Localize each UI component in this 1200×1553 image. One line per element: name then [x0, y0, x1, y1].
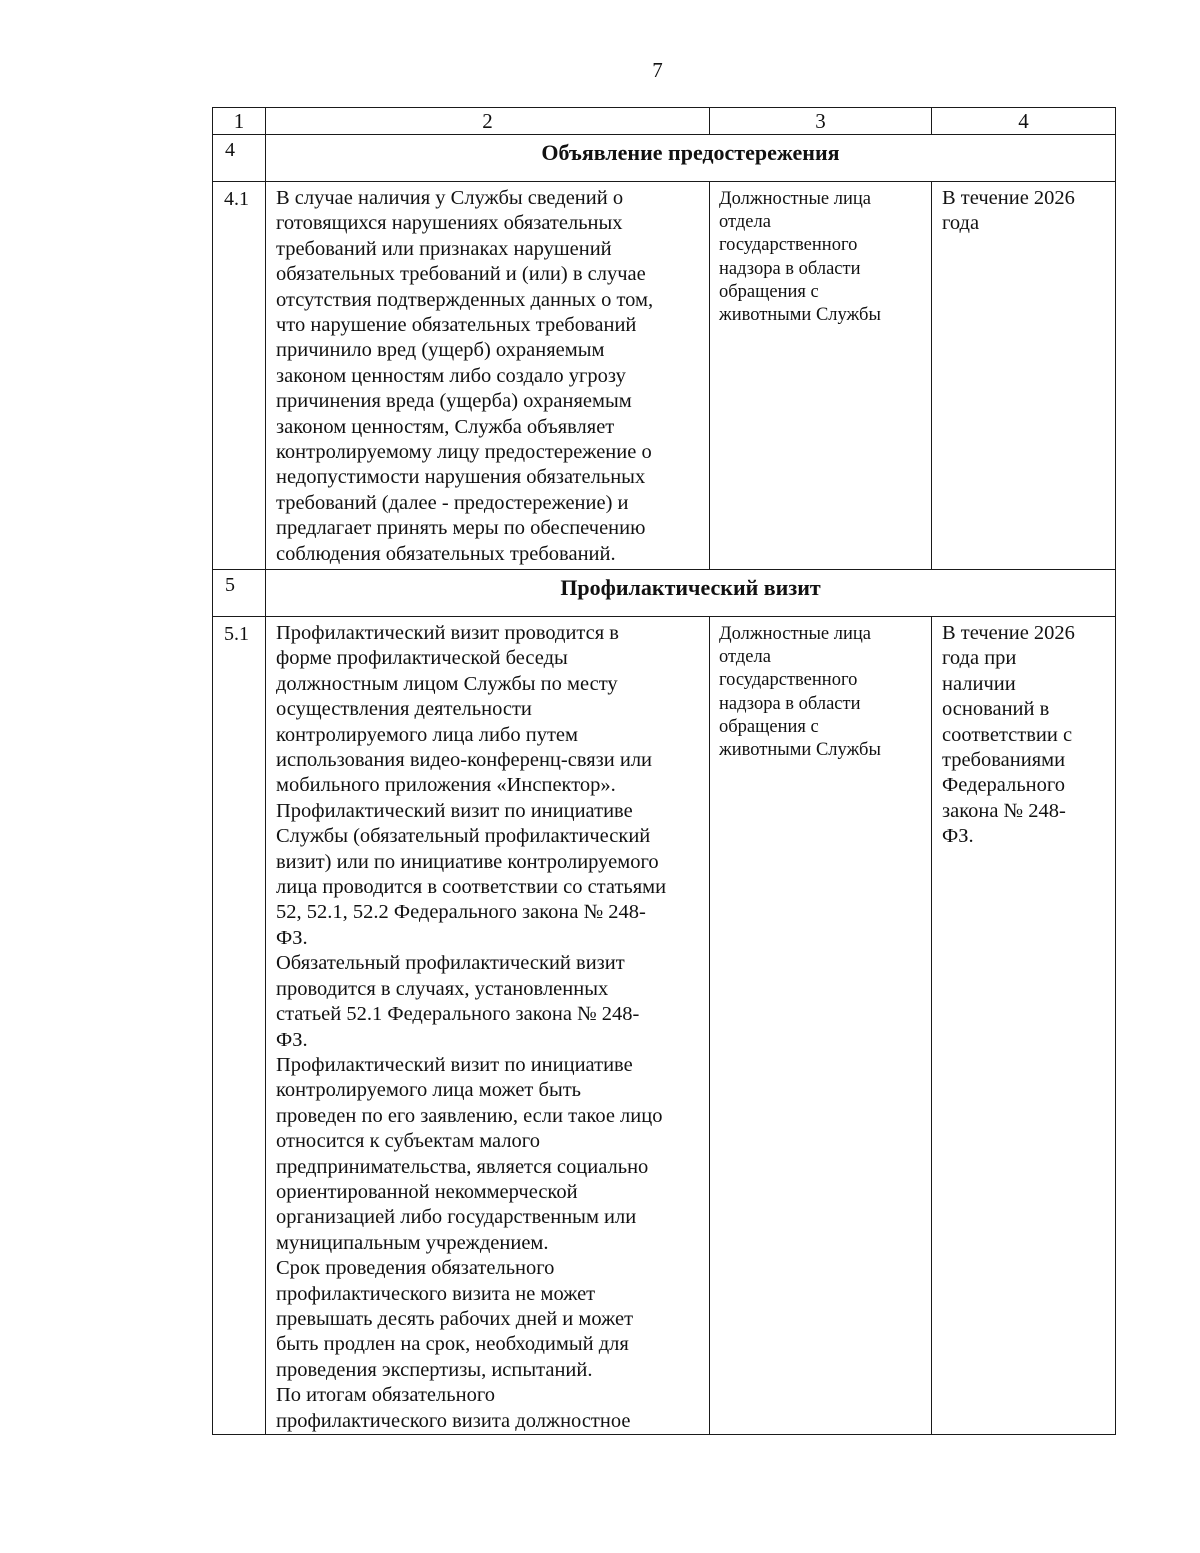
term-line: оснований в [942, 698, 1050, 721]
description-line: требований (далее - предостережение) и [276, 491, 629, 514]
description-line: относится к субъектам малого [276, 1130, 540, 1153]
term-line: наличии [942, 672, 1016, 695]
description-line: контролируемого лица либо путем [276, 723, 578, 746]
description-line: проведен по его заявлению, если такое лицо [276, 1104, 663, 1127]
section-row-4 [213, 135, 1116, 182]
responsible-line: обращения с [719, 716, 819, 737]
term-line: Федерального [942, 774, 1066, 797]
term-line: В течение 2026 [942, 622, 1075, 644]
description-line: ориентированной некоммерческой [276, 1180, 578, 1203]
section-title: Объявление предостережения [266, 135, 1116, 182]
description-line: статьей 52.1 Федерального закона № 248- [276, 1003, 640, 1026]
section-number: 4 [213, 135, 266, 182]
responsible-line: отдела [719, 212, 771, 233]
header-col-4: 4 [932, 108, 1116, 135]
description-line: законом ценностям, Служба объявляет [276, 415, 615, 438]
responsible-line: Должностные лица [719, 624, 871, 644]
description-line: Профилактический визит по инициативе [276, 799, 633, 822]
description-line: законом ценностям либо создало угрозу [276, 364, 626, 387]
header-col-3: 3 [710, 108, 932, 135]
term-line: ФЗ. [942, 825, 974, 848]
description-line: Срок проведения обязательного [276, 1257, 555, 1280]
description-line: соблюдения обязательных требований. [276, 542, 616, 565]
description-line: недопустимости нарушения обязательных [276, 466, 646, 489]
section-title: Профилактический визит [266, 570, 1116, 617]
description-line: обязательных требований и (или) в случае [276, 263, 646, 286]
description-line: мобильного приложения «Инспектор». [276, 774, 616, 797]
responsible-line: отдела [719, 647, 771, 668]
description-line: должностным лицом Службы по месту [276, 672, 618, 695]
description-line: требований или признаках нарушений [276, 237, 612, 260]
description-line: контролируемому лицу предостережение о [276, 441, 652, 464]
description-line: Обязательный профилактический визит [276, 952, 625, 975]
row-number: 5.1 [213, 617, 266, 1435]
description-line: профилактического визита должностное [276, 1409, 631, 1432]
term-line: соответствии с [942, 723, 1073, 746]
row-number: 4.1 [213, 182, 266, 570]
description-line: ФЗ. [276, 926, 308, 949]
table-header-row [213, 108, 1116, 135]
description-line: проводится в случаях, установленных [276, 977, 609, 1000]
description-line: осуществления деятельности [276, 698, 532, 721]
term-line: закона № 248- [942, 799, 1066, 822]
table-row [213, 182, 1116, 570]
description-line: что нарушение обязательных требований [276, 314, 637, 337]
description-line: предпринимательства, является социально [276, 1155, 649, 1178]
responsible-line: надзора в области [719, 258, 861, 279]
description-line: 52, 52.1, 52.2 Федерального закона № 248- [276, 901, 646, 924]
description-line: профилактического визита не может [276, 1282, 596, 1305]
row-term [932, 617, 1116, 1435]
description-line: контролируемого лица может быть [276, 1079, 582, 1102]
description-line: готовящихся нарушениях обязательных [276, 212, 623, 235]
description-line: причинения вреда (ущерба) охраняемым [276, 390, 632, 413]
description-line: предлагает принять меры по обеспечению [276, 517, 646, 540]
description-line: лица проводится в соответствии со статьями [276, 876, 667, 899]
header-col-2: 2 [266, 108, 710, 135]
term-line: года при [942, 647, 1017, 670]
activities-table [212, 107, 1116, 1435]
description-line: использования видео-конференц-связи или [276, 749, 653, 772]
responsible-line: государственного [719, 670, 858, 691]
description-line: отсутствия подтвержденных данных о том, [276, 288, 654, 311]
row-description [266, 617, 710, 1435]
table-row [213, 617, 1116, 1435]
description-line: организацией либо государственным или [276, 1206, 637, 1229]
responsible-line: государственного [719, 235, 858, 256]
responsible-line: обращения с [719, 281, 819, 302]
description-line: Профилактический визит по инициативе [276, 1053, 633, 1076]
row-term [932, 182, 1116, 570]
row-description [266, 182, 710, 570]
description-line: причинило вред (ущерб) охраняемым [276, 339, 605, 362]
term-line: требованиями [942, 749, 1066, 772]
description-line: проведения экспертизы, испытаний. [276, 1358, 593, 1381]
header-col-1: 1 [213, 108, 266, 135]
row-responsible [710, 617, 932, 1435]
responsible-line: Должностные лица [719, 189, 871, 209]
description-line: превышать десять рабочих дней и может [276, 1307, 634, 1330]
description-line: По итогам обязательного [276, 1384, 495, 1407]
description-line: В случае наличия у Службы сведений о [276, 187, 624, 209]
responsible-line: надзора в области [719, 693, 861, 714]
responsible-line: животными Службы [719, 740, 881, 761]
description-line: ФЗ. [276, 1028, 308, 1051]
description-line: Службы (обязательный профилактический [276, 825, 651, 848]
description-line: Профилактический визит проводится в [276, 622, 619, 644]
page-number: 7 [652, 58, 663, 82]
description-line: муниципальным учреждением. [276, 1231, 549, 1254]
term-line: года [942, 212, 980, 235]
responsible-line: животными Службы [719, 305, 881, 326]
section-number: 5 [213, 570, 266, 617]
section-row-5 [213, 570, 1116, 617]
description-line: быть продлен на срок, необходимый для [276, 1333, 629, 1356]
term-line: В течение 2026 [942, 187, 1075, 209]
row-responsible [710, 182, 932, 570]
description-line: форме профилактической беседы [276, 647, 568, 670]
description-line: визит) или по инициативе контролируемого [276, 850, 659, 873]
